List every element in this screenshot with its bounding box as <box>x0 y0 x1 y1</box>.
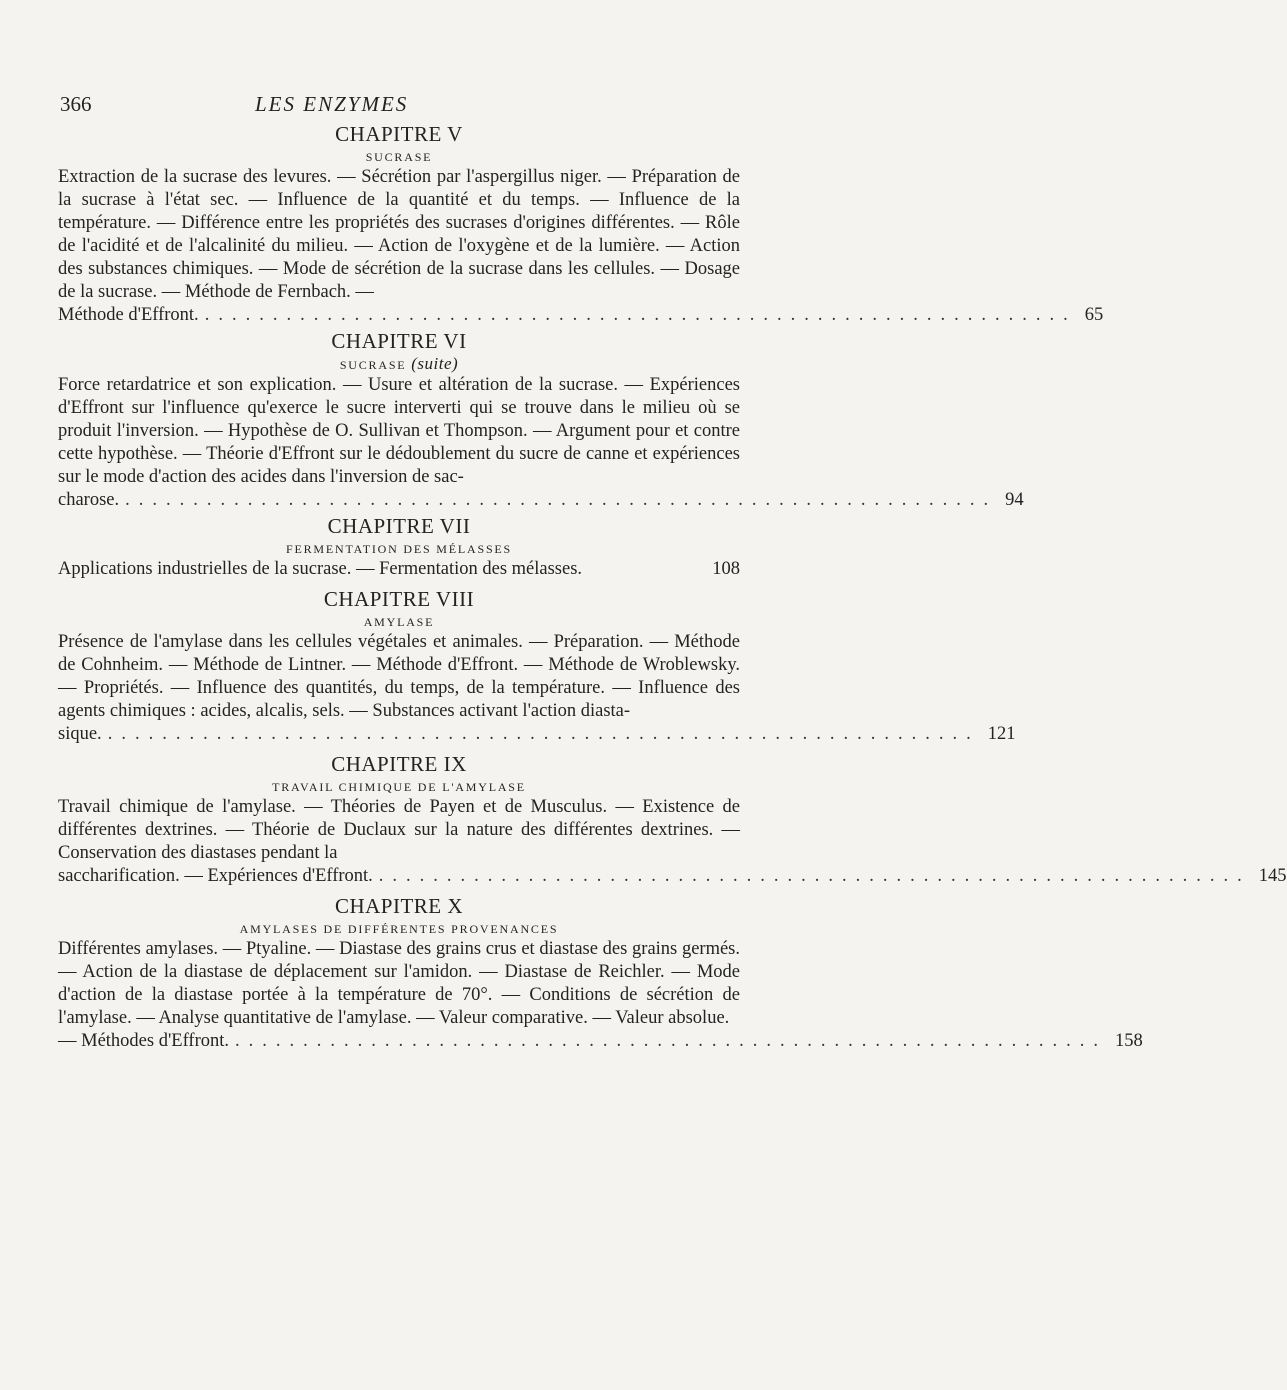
chapter-subtitle-text: TRAVAIL CHIMIQUE DE L'AMYLASE <box>272 780 526 794</box>
chapter-viii <box>58 585 1016 746</box>
dot-leader: ................................................................ <box>235 1031 1108 1051</box>
chapter-summary-last-line <box>58 489 1024 512</box>
chapter-subtitle <box>58 613 740 631</box>
chapter-page-number: 158 <box>1115 1031 1143 1051</box>
chapter-subtitle-text: SUCRASE <box>365 150 433 164</box>
chapter-summary-last-line <box>58 723 1016 746</box>
summary-last-text: Méthode d'Effront. <box>58 305 199 325</box>
chapter-subtitle <box>58 778 740 796</box>
dot-leader: ................................................................ <box>125 490 998 510</box>
chapter-summary: Travail chimique de l'amylase. — Théories de Payen et de Musculus. — Existence de différentes dextrines. — Théorie de Duclaux sur la nature des différentes dextrines. — Conservation des diastases pendant la <box>58 797 740 863</box>
running-title: LES ENZYMES <box>255 92 409 116</box>
dot-leader <box>582 558 704 581</box>
chapter-summary-last-line <box>58 865 1287 888</box>
summary-last-text: charose. <box>58 490 120 510</box>
chapter-summary: Extraction de la sucrase des levures. — Sécrétion par l'aspergillus niger. — Préparation de la sucrase à l'état sec. — Influence de la quantité et du temps. — Influence de la température. — Différence entre les propriétés des sucrases d'origines différentes. — Rôle de l'acidité et de l'alcalinité du milieu. — Action de l'oxygène et de la lumière. — Action des substances chimiques. — Mode de sécrétion de la sucrase dans les cellules. — Dosage de la sucrase. — Méthode de Fernbach. — <box>58 167 740 302</box>
chapter-page-number: 65 <box>1084 305 1104 325</box>
summary-last-text: Applications industrielles de la sucrase. — Fermentation des mélasses. <box>58 559 583 579</box>
dot-leader: ................................................................ <box>107 724 980 744</box>
chapter-summary-last-line <box>58 304 1104 327</box>
chapter-page-number: 108 <box>712 559 740 579</box>
chapter-summary: Force retardatrice et son explication. — Usure et altération de la sucrase. — Expériences d'Effront sur l'influence qu'exerce le sucre interverti qui se trouve dans le milieu où se produit l'inversion. — Hypothèse de O. Sullivan et Thompson. — Argument pour et contre cette hypothèse. — Théorie d'Effront sur le dédoublement du sucre de canne et expériences sur le mode d'action des acides dans l'inversion de sac- <box>58 375 740 487</box>
summary-last-text: — Méthodes d'Effront. <box>58 1031 230 1051</box>
chapter-x <box>58 892 1143 1053</box>
chapter-subtitle-text: AMYLASES DE DIFFÉRENTES PROVENANCES <box>239 922 559 936</box>
chapter-page-number: 121 <box>987 724 1016 744</box>
summary-last-text: saccharification. — Expériences d'Effront. <box>58 866 373 886</box>
chapter-subtitle <box>58 920 740 938</box>
chapter-v <box>58 120 1104 327</box>
chapter-summary-last-line <box>58 1030 1143 1053</box>
table-of-contents <box>58 120 1287 1053</box>
chapter-subtitle-text: AMYLASE <box>363 615 435 629</box>
chapter-title: CHAPITRE IX <box>331 752 467 776</box>
summary-last-text: sique. <box>58 724 102 744</box>
chapter-subtitle <box>58 540 740 558</box>
chapter-summary-last-line <box>58 558 740 581</box>
chapter-title: CHAPITRE X <box>334 894 464 918</box>
chapter-vii <box>58 512 740 581</box>
chapter-ix <box>58 750 1287 888</box>
chapter-page-number: 94 <box>1005 490 1024 510</box>
chapter-title: CHAPITRE VIII <box>323 587 475 611</box>
dot-leader: ................................................................ <box>204 305 1077 325</box>
page-number: 366 <box>60 92 92 116</box>
chapter-subtitle <box>58 355 740 374</box>
chapter-summary: Différentes amylases. — Ptyaline. — Diastase des grains crus et diastase des grains germés. — Action de la diastase de déplacement sur l'amidon. — Diastase de Reichler. — Mode d'action de la diastase portée à la température de 70°. — Conditions de sécrétion de l'amylase. — Analyse quantitative de l'amylase. — Valeur comparative. — Valeur absolue. <box>58 939 740 1028</box>
chapter-title: CHAPITRE V <box>335 122 463 146</box>
chapter-title: CHAPITRE VI <box>331 329 467 353</box>
chapter-subtitle-suffix: (suite) <box>411 354 459 373</box>
chapter-subtitle-text: FERMENTATION DES MÉLASSES <box>285 542 513 556</box>
chapter-page-number: 145 <box>1258 866 1287 886</box>
chapter-summary: Présence de l'amylase dans les cellules végétales et animales. — Préparation. — Méthode de Cohnheim. — Méthode de Lintner. — Méthode d'Effront. — Méthode de Wroblewsky. — Propriétés. — Influence des quantités, du temps, de la température. — Influence des agents chimiques : acides, alcalis, sels. — Substances activant l'action diasta- <box>58 632 740 721</box>
chapter-vi <box>58 327 1024 512</box>
chapter-title: CHAPITRE VII <box>327 514 471 538</box>
dot-leader: ................................................................ <box>378 866 1251 886</box>
chapter-subtitle-text: SUCRASE <box>339 358 407 372</box>
chapter-subtitle <box>58 148 740 166</box>
